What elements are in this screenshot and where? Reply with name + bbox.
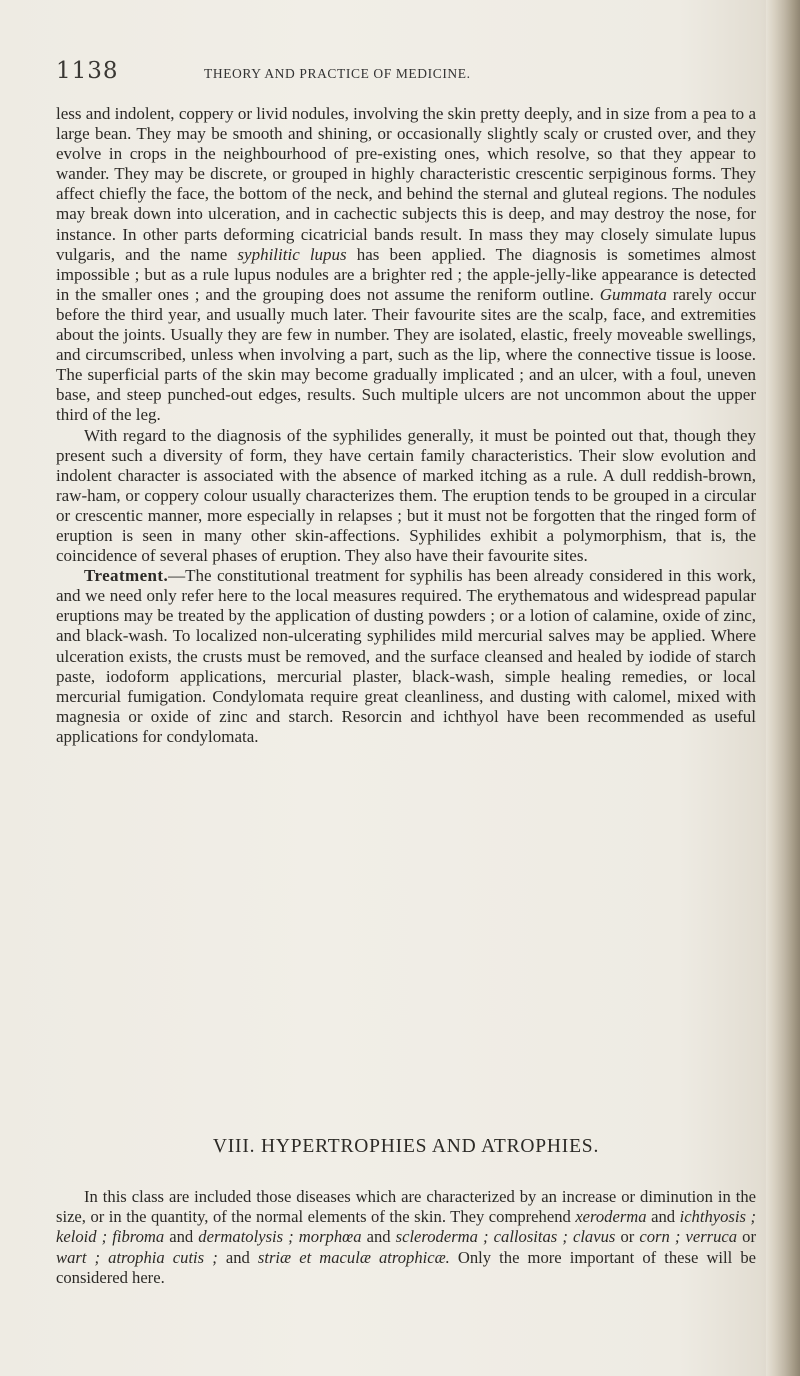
section-text bbox=[56, 1187, 756, 1288]
treatment-run-in-heading: Treatment. bbox=[84, 566, 169, 586]
paragraph-treatment: Treatment.—The constitutional treatment for syphilis has been already considered in this work, and we need only refer here to the local measures required. The erythematous and widespread papular eruptions may be treated by the application of dusting powders ; or a lotion of calamine, oxide of zinc, and black-wash. To localized non-ulcerating syphilides mild mercurial salves may be applied. Where ulceration exists, the crusts must be removed, and the surface cleansed and healed by iodide of starch paste, iodoform applications, mercurial plaster, black-wash, simple healing remedies, or local mercurial fumigation. Condylomata require great cleanliness, and dusting with calomel, mixed with magnesia or oxide of zinc and starch. Resorcin and ichthyol have been recommended as useful applications for condylomata. bbox=[56, 566, 756, 746]
term-gummata: Gummata bbox=[599, 284, 667, 304]
paragraph-nodules: less and indolent, coppery or livid nodules, involving the skin pretty deeply, and in size from a pea to a large bean. They may be smooth and shining, or occasionally slightly scaly or crusted over, and they evolve in crops in the neighbourhood of pre-existing ones, which resolve, so that they appear to wander. They may be discrete, or grouped in highly characteristic crescentic serpiginous forms. They affect chiefly the face, the bottom of the neck, and behind the sternal and gluteal regions. The nodules may break down into ulceration, and in cachectic subjects this is deep, and may destroy the nose, for instance. In other parts deforming cicatricial bands result. In mass they may closely simulate lupus vulgaris, and the name syphilitic lupus has been applied. The diagnosis is sometimes almost impossible ; but as a rule lupus nodules are a brighter red ; the apple-jelly-like appearance is detected in the smaller ones ; and the grouping does not assume the reniform outline. Gummata rarely occur before the third year, and usually much later. Their favourite sites are the scalp, face, and extremities about the joints. Usually they are few in number. They are isolated, elastic, freely moveable swellings, and circumscribed, unless when involving a part, such as the lip, where the connective tissue is loose. The superficial parts of the skin may become gradually implicated ; and an ulcer, with a foul, uneven base, and steep punched-out edges, results. Such multiple ulcers are not uncommon about the upper third of the leg. bbox=[56, 104, 757, 425]
paragraph-diagnosis: With regard to the diagnosis of the syphilides generally, it must be pointed out that, though they present such a diversity of form, they have certain family characteristics. Their slow evolution and indolent character is associated with the absence of marked itching as a rule. A dull reddish-brown, raw-ham, or coppery colour usually characterizes them. The eruption tends to be grouped in a circular or crescentic manner, more especially in relapses ; but it must not be forgotten that the ringed form of eruption is seen in many other skin-affections. Syphilides exhibit a polymorphism, that is, the coincidence of several phases of eruption. They also have their favourite sites. bbox=[56, 425, 756, 566]
running-head bbox=[0, 58, 770, 88]
page-number: 1138 bbox=[56, 58, 119, 84]
section-heading: VIII. HYPERTROPHIES AND ATROPHIES. bbox=[212, 1136, 600, 1157]
binding-edge bbox=[766, 0, 800, 1376]
running-title: THEORY AND PRACTICE OF MEDICINE. bbox=[204, 66, 471, 81]
paragraph-hypertrophies: In this class are included those diseases which are characterized by an increase or diminution in the size, or in the quantity, of the normal elements of the skin. They comprehend xeroderma and ichthyosis ; keloid ; fibroma and dermatolysis ; morphœa and scleroderma ; callositas ; clavus or corn ; verruca or wart ; atrophia cutis ; and striæ et maculæ atrophicæ. Only the more important of these will be considered here. bbox=[56, 1187, 757, 1287]
term-syphilitic-lupus: syphilitic lupus bbox=[237, 244, 347, 264]
body-text bbox=[56, 104, 756, 747]
